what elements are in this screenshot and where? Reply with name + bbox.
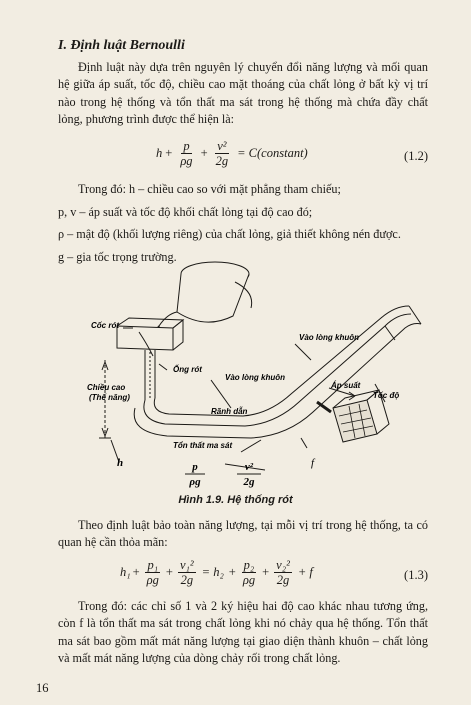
label-pouring-cup: Cốc rót bbox=[91, 321, 119, 330]
frac-den: 2g bbox=[215, 154, 229, 168]
equation-body bbox=[120, 558, 313, 587]
label-v-num: v² bbox=[244, 461, 254, 473]
frac-num: p bbox=[183, 139, 190, 153]
frac-den: ρg bbox=[180, 154, 193, 168]
label-f: f bbox=[311, 457, 315, 469]
frac-num: v₁² bbox=[179, 558, 194, 572]
closing-paragraph bbox=[58, 598, 428, 668]
frac-num: p₂ bbox=[243, 558, 255, 572]
eq-plus: + bbox=[228, 565, 236, 579]
equation-number: (1.2) bbox=[404, 149, 428, 163]
label-v-fraction bbox=[237, 461, 261, 488]
frac-den: ρg bbox=[242, 573, 256, 587]
section-title: I. Định luật Bernoulli bbox=[58, 38, 185, 53]
definition-item: g – gia tốc trọng trường. bbox=[58, 249, 177, 264]
label-p-den: ρg bbox=[189, 476, 201, 488]
fraction-p-over-rhog bbox=[178, 139, 194, 168]
eq-h2: = h₂ bbox=[201, 565, 224, 579]
fraction-p2 bbox=[241, 558, 257, 587]
frac-num: v₂² bbox=[276, 558, 290, 572]
frac-den: 2g bbox=[180, 573, 194, 587]
frac-num: p₁ bbox=[147, 558, 159, 572]
eq-rhs: = C(constant) bbox=[237, 146, 308, 160]
fraction-v2-over-2g bbox=[214, 139, 231, 168]
eq-f: + f bbox=[297, 565, 313, 579]
definition-item: p, v – áp suất và tốc độ khối chất lỏng tại độ cao đó; bbox=[58, 204, 313, 219]
frac-den: ρg bbox=[146, 573, 159, 587]
label-p-num: p bbox=[192, 461, 198, 473]
intro-paragraph bbox=[58, 59, 428, 129]
eq-h: h bbox=[156, 146, 163, 160]
label-sprue: Ống rót bbox=[173, 365, 202, 374]
label-potential-energy: (Thế năng) bbox=[89, 393, 130, 402]
eq-plus: + bbox=[132, 565, 140, 579]
gating-system-figure bbox=[55, 252, 425, 492]
fraction-p1 bbox=[145, 558, 161, 587]
frac-den: 2g bbox=[276, 573, 290, 587]
conservation-paragraph bbox=[58, 517, 428, 552]
definition-item: Trong đó: h – chiều cao so với mặt phẳng tham chiếu; bbox=[78, 182, 341, 196]
equation-1-2 bbox=[58, 137, 428, 177]
label-h: h bbox=[117, 457, 124, 469]
definition-item: ρ – mật độ (khối lượng riêng) của chất lỏng, giả thiết không nén được. bbox=[58, 227, 401, 241]
equation-1-3 bbox=[58, 556, 428, 596]
pouring-cup-drawing bbox=[117, 318, 183, 356]
equation-number: (1.3) bbox=[404, 568, 428, 582]
label-friction-loss: Tổn thất ma sát bbox=[173, 441, 233, 450]
label-p-fraction bbox=[185, 461, 205, 488]
label-into-mold-2: Vào lòng khuôn bbox=[225, 373, 285, 382]
equation-body bbox=[156, 139, 308, 168]
page-number: 16 bbox=[36, 681, 49, 695]
closing-text: Trong đó: các chỉ số 1 và 2 ký hiệu hai độ cao khác nhau tương ứng, còn f là tổn thất ma sát trong chất lỏng khi nó chảy qua hệ thống. Tổn thất ma sát bao gồm mất mát năng lượng tại giao diện thành khuôn – chất lỏng và mất mát năng lượng của dòng chảy rối trong chất lỏng. bbox=[58, 599, 428, 666]
eq-plus: + bbox=[165, 146, 173, 160]
label-pressure: Áp suất bbox=[331, 381, 361, 390]
intro-text: Định luật này dựa trên nguyên lý chuyển đổi năng lượng và mối quan hệ giữa áp suất, tốc độ, chiều cao mặt thoáng của chất lỏng ở bất kỳ vị trí nào trong hệ thống và tổn thất ma sát trong hệ thống mà chứa đầy chất lỏng, phương trình được thể hiện là: bbox=[58, 60, 428, 127]
sprue-drawing bbox=[145, 350, 155, 400]
height-arrow bbox=[99, 360, 119, 462]
label-velocity: Tốc độ bbox=[373, 391, 400, 400]
eq-plus: + bbox=[165, 565, 173, 579]
frac-num: v² bbox=[217, 139, 227, 153]
figure-caption: Hình 1.9. Hệ thống rót bbox=[178, 494, 293, 506]
fraction-v2 bbox=[274, 558, 292, 587]
eq-plus: + bbox=[262, 565, 270, 579]
label-into-mold-1: Vào lòng khuôn bbox=[299, 333, 359, 342]
label-runner: Rãnh dẫn bbox=[211, 407, 248, 416]
fraction-v1 bbox=[178, 558, 196, 587]
conservation-text: Theo định luật bảo toàn năng lượng, tại mỗi vị trí trong hệ thống, ta có quan hệ cần thỏa mãn: bbox=[58, 518, 428, 550]
label-v-den: 2g bbox=[243, 476, 255, 488]
eq-h1: h₁ bbox=[120, 565, 131, 579]
label-height: Chiều cao bbox=[87, 383, 126, 392]
eq-plus: + bbox=[200, 146, 208, 160]
